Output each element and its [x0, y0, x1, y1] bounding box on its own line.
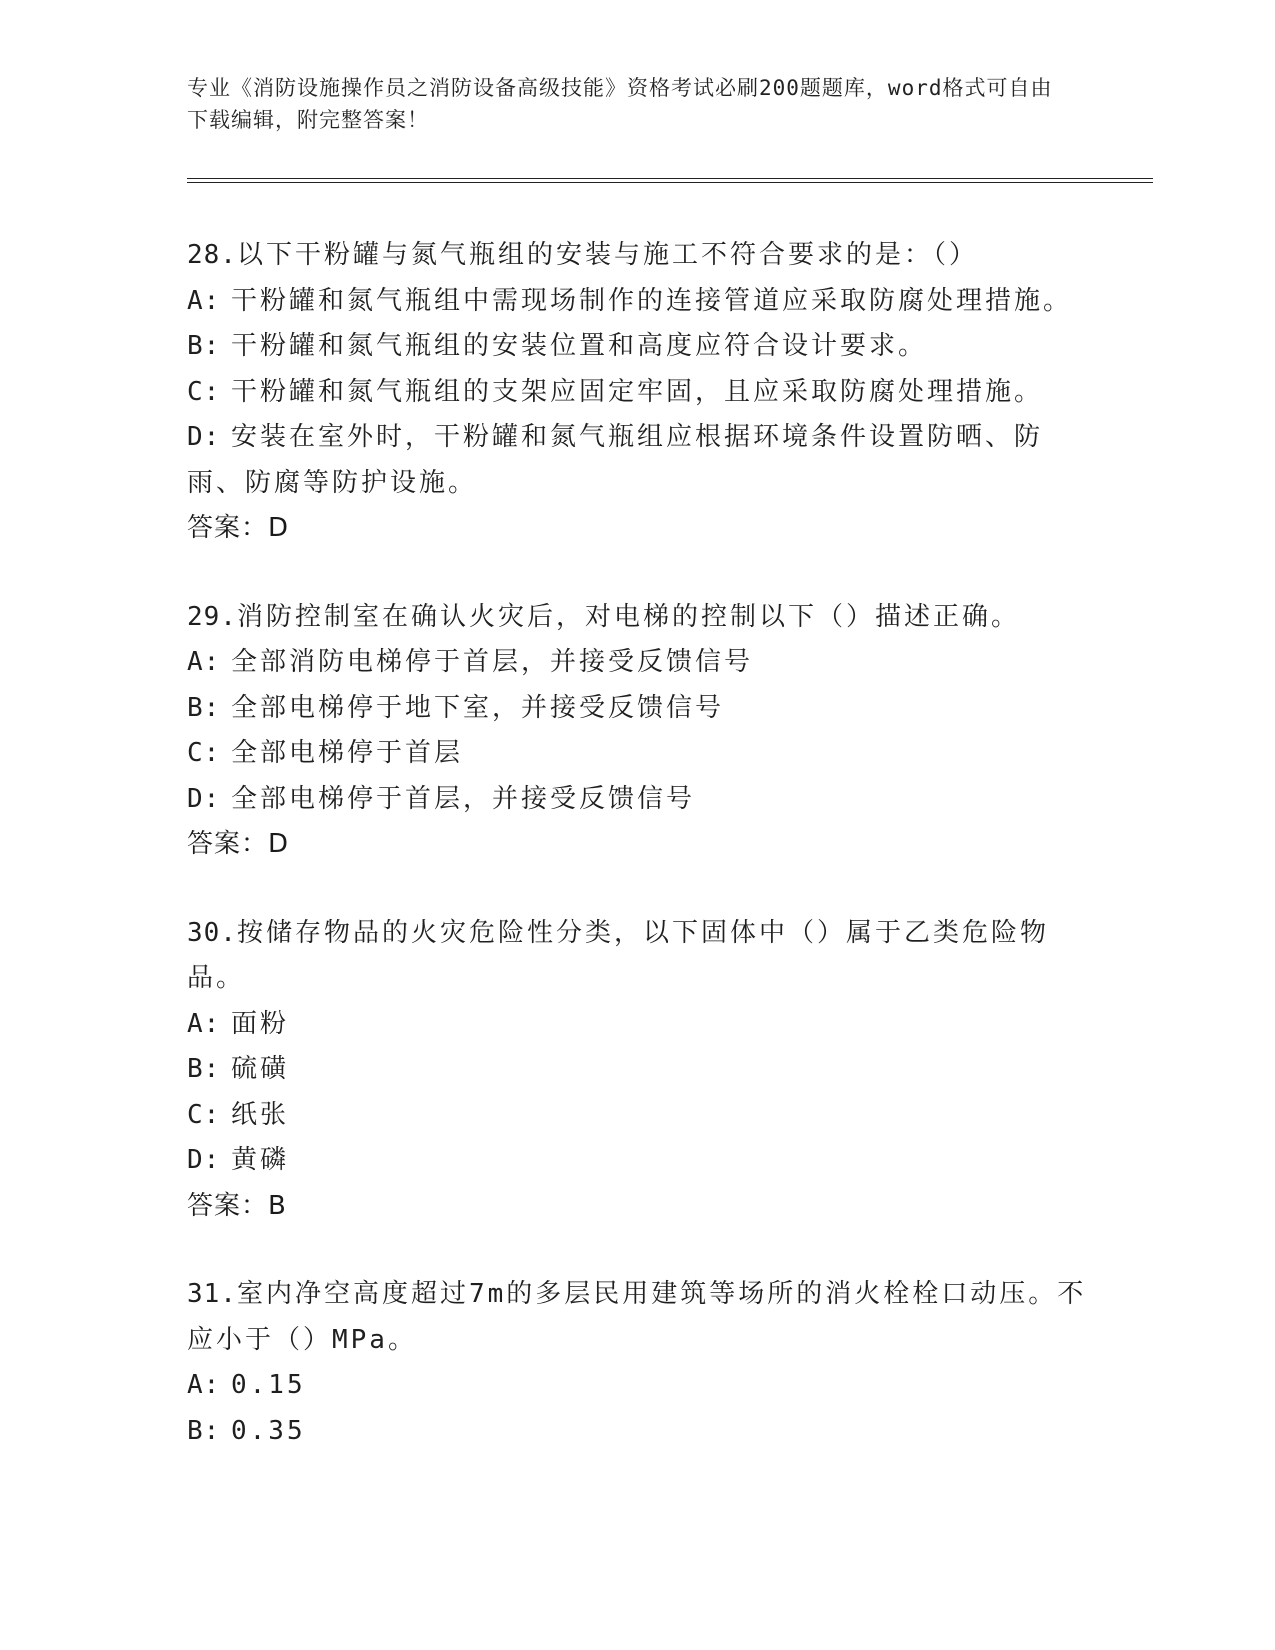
option-d: [187, 777, 1087, 823]
option-b: [187, 1409, 1087, 1455]
option-label: D:: [187, 1145, 221, 1175]
option-text: 干粉罐和氮气瓶组的支架应固定牢固，且应采取防腐处理措施。: [231, 376, 1044, 407]
option-text: 0.15: [231, 1370, 306, 1400]
question-number: 28.: [187, 240, 237, 270]
option-label: C:: [187, 376, 221, 407]
option-label: B:: [187, 331, 221, 361]
option-label: D:: [187, 783, 221, 814]
option-a: [187, 640, 1087, 686]
option-label: B:: [187, 1054, 221, 1084]
option-text: 全部电梯停于首层，并接受反馈信号: [231, 783, 696, 814]
question-text: 以下干粉罐与氮气瓶组的安装与施工不符合要求的是：（）: [236, 240, 978, 270]
option-d: [187, 1138, 1087, 1184]
question-text: 室内净空高度超过7m的多层民用建筑等场所的消火栓栓口动压。不应小于（）MPa。: [187, 1279, 1087, 1355]
option-text: 0.35: [231, 1415, 306, 1446]
question-30: [187, 911, 1087, 1230]
option-text: 安装在室外时，干粉罐和氮气瓶组应根据环境条件设置防晒、防雨、防腐等防护设施。: [187, 422, 1044, 498]
option-label: B:: [187, 1415, 221, 1446]
question-stem: [187, 595, 1087, 641]
option-label: A:: [187, 1008, 221, 1039]
option-label: A:: [187, 1370, 221, 1400]
option-label: A:: [187, 285, 221, 316]
option-text: 纸张: [231, 1099, 290, 1130]
option-label: C:: [187, 738, 221, 768]
question-list: [187, 233, 1087, 1497]
question-31: [187, 1272, 1087, 1454]
option-text: 面粉: [231, 1008, 290, 1039]
option-text: 全部电梯停于地下室，并接受反馈信号: [231, 692, 725, 723]
option-c: [187, 731, 1087, 777]
option-b: [187, 1047, 1087, 1093]
answer-line: 答案：B: [187, 1190, 287, 1221]
option-label: C:: [187, 1099, 221, 1130]
question-stem: [187, 233, 1087, 279]
question-text: 消防控制室在确认火灾后，对电梯的控制以下（）描述正确。: [236, 601, 1020, 632]
option-b: [187, 324, 1087, 370]
option-c: [187, 1093, 1087, 1139]
option-text: 硫磺: [231, 1054, 290, 1084]
option-a: [187, 1002, 1087, 1048]
answer-line: 答案：D: [187, 513, 290, 543]
question-text: 按储存物品的火灾危险性分类，以下固体中（）属于乙类危险物品。: [187, 917, 1049, 993]
option-text: 全部电梯停于首层: [231, 738, 464, 768]
option-c: [187, 370, 1087, 416]
option-d: [187, 415, 1087, 506]
document-header: 专业《消防设施操作员之消防设备高级技能》资格考试必刷200题题库，word格式可自由下载编辑，附完整答案！: [187, 76, 1053, 132]
option-label: B:: [187, 692, 221, 723]
option-label: A:: [187, 647, 221, 677]
option-text: 全部消防电梯停于首层，并接受反馈信号: [231, 647, 754, 677]
option-a: [187, 1363, 1087, 1409]
option-label: D:: [187, 422, 221, 452]
option-text: 黄磷: [231, 1145, 290, 1175]
question-number: 31.: [187, 1279, 237, 1309]
question-number: 30.: [187, 917, 237, 948]
question-stem: [187, 911, 1087, 1002]
question-29: [187, 595, 1087, 868]
option-a: [187, 279, 1087, 325]
header-double-rule: [187, 178, 1153, 183]
question-stem: [187, 1272, 1087, 1363]
answer-line: 答案：D: [187, 829, 290, 859]
question-number: 29.: [187, 601, 237, 632]
option-text: 干粉罐和氮气瓶组的安装位置和高度应符合设计要求。: [231, 331, 928, 361]
option-b: [187, 686, 1087, 732]
question-28: [187, 233, 1087, 552]
option-text: 干粉罐和氮气瓶组中需现场制作的连接管道应采取防腐处理措施。: [231, 285, 1073, 316]
